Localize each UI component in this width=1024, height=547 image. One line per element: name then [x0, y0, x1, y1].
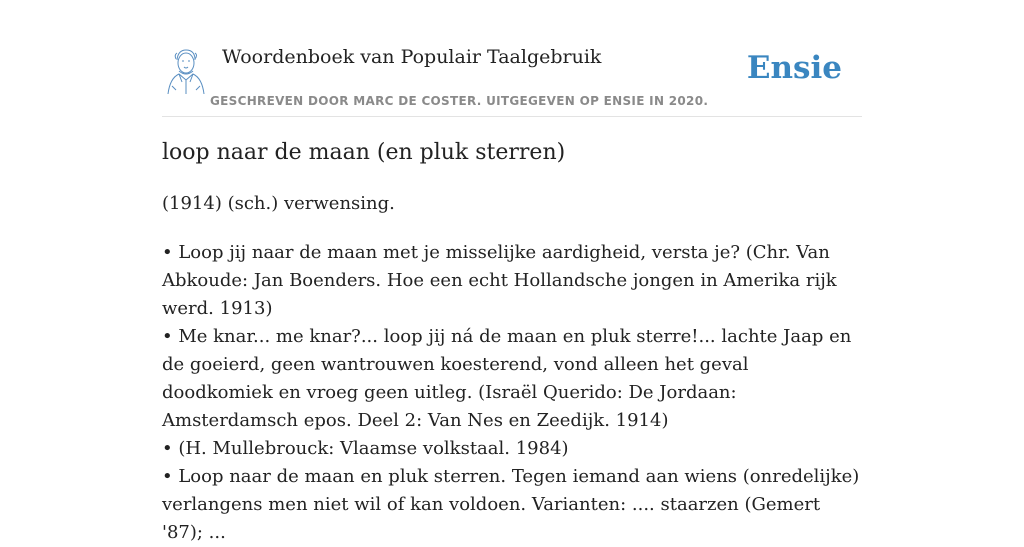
author-portrait-icon — [164, 46, 208, 96]
quote-item: • Me knar... me knar?... loop jij ná de maan en pluk sterre!... lachte Jaap en de goeierd, geen wantrouwen koesterend, vond alleen het geval doodkomiek en vroeg geen uitleg. (Israël Querido: De Jordaan: Amsterdamsch epos. Deel 2: Van Nes en Zeedijk. 1914) — [162, 326, 852, 431]
brand-logo[interactable]: Ensie — [746, 50, 842, 86]
quote-item: • (H. Mullebrouck: Vlaamse volkstaal. 1984) — [162, 438, 569, 459]
byline: GESCHREVEN DOOR MARC DE COSTER. UITGEGEVEN OP ENSIE IN 2020. — [210, 94, 709, 108]
entry-title: loop naar de maan (en pluk sterren) — [162, 140, 566, 165]
quote-list — [162, 239, 862, 547]
quote-item: • Loop naar de maan en pluk sterren. Tegen iemand aan wiens (onredelijke) verlangens men niet wil of kan voldoen. Varianten: .... staarzen (Gemert '87); ... — [162, 466, 860, 543]
quote-item: • Loop jij naar de maan met je misselijke aardigheid, versta je? (Chr. Van Abkoude: Jan Boenders. Hoe een echt Hollandsche jongen in Amerika rijk werd. 1913) — [162, 242, 837, 319]
book-title[interactable]: Woordenboek van Populair Taalgebruik — [222, 46, 602, 68]
entry-definition: (1914) (sch.) verwensing. — [162, 193, 395, 214]
header — [162, 40, 862, 117]
